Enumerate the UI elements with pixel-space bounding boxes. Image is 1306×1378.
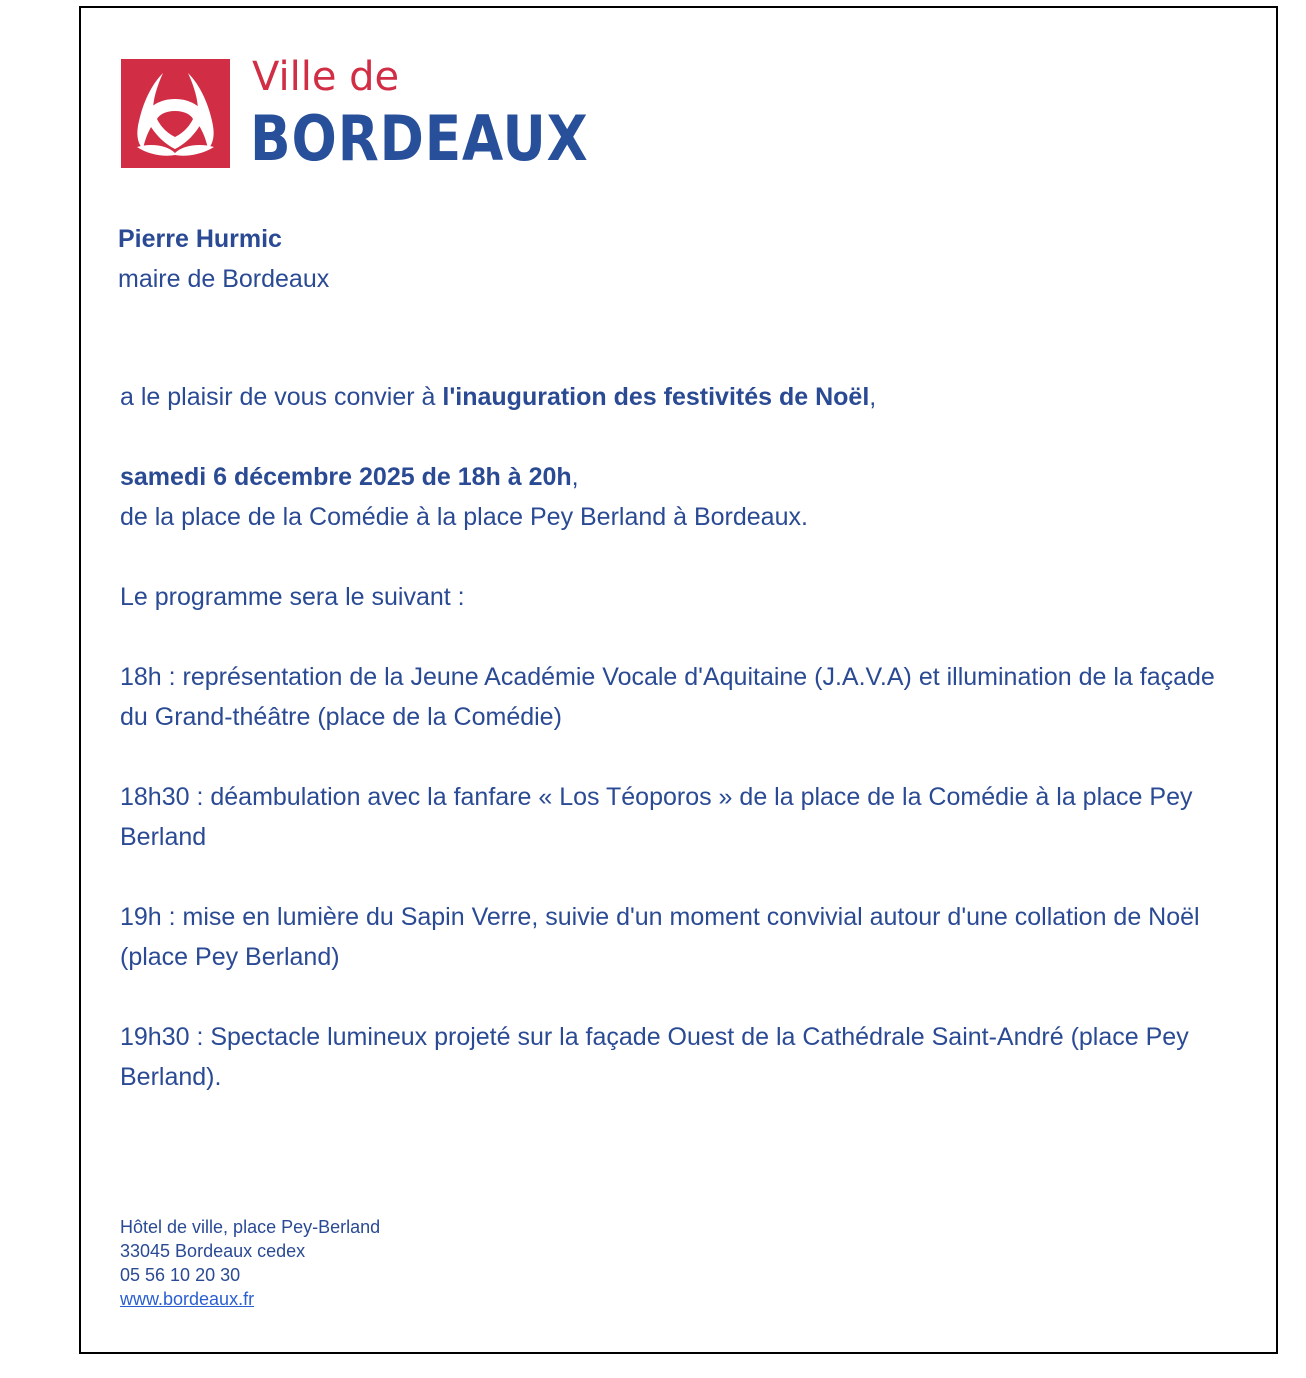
sender-block — [118, 219, 329, 299]
address-line-2: 33045 Bordeaux cedex — [120, 1241, 306, 1261]
event-location: de la place de la Comédie à la place Pey Berland à Bordeaux. — [120, 503, 808, 531]
phone-number: 05 56 10 20 30 — [120, 1265, 241, 1285]
program-item: 19h30 : Spectacle lumineux projeté sur la façade Ouest de la Cathédrale Saint-André (place Pey Berland). — [120, 1023, 1189, 1091]
program-item: 18h30 : déambulation avec la fanfare « Los Téoporos » de la place de la Comédie à la place Pey Berland — [120, 783, 1193, 851]
logo-ville-de-text: Ville de — [252, 54, 400, 100]
website-link[interactable]: www.bordeaux.fr — [120, 1289, 255, 1309]
event-name: l'inauguration des festivités de Noël — [442, 383, 870, 411]
program-heading: Le programme sera le suivant : — [120, 583, 465, 611]
date-line — [120, 457, 1240, 497]
sender-name: Pierre Hurmic — [118, 225, 282, 253]
intro-prefix: a le plaisir de vous convier à — [120, 383, 443, 411]
logo-bordeaux-text: BORDEAUX — [250, 102, 589, 175]
intro-suffix: , — [869, 383, 877, 411]
invitation-body — [120, 377, 1240, 1137]
program-item: 18h : représentation de la Jeune Académie Vocale d'Aquitaine (J.A.V.A) et illumination de la façade du Grand-théâtre (place de la Comédie) — [120, 663, 1215, 731]
program-item: 19h : mise en lumière du Sapin Verre, suivie d'un moment convivial autour d'une collation de Noël (place Pey Berland) — [120, 903, 1200, 971]
bordeaux-emblem-icon — [121, 59, 230, 168]
intro-paragraph — [120, 377, 1240, 417]
footer-contact — [120, 1215, 380, 1311]
address-line-1: Hôtel de ville, place Pey-Berland — [120, 1217, 381, 1237]
event-date: samedi 6 décembre 2025 de 18h à 20h — [120, 463, 572, 491]
sender-title: maire de Bordeaux — [118, 265, 330, 293]
date-suffix: , — [571, 463, 579, 491]
